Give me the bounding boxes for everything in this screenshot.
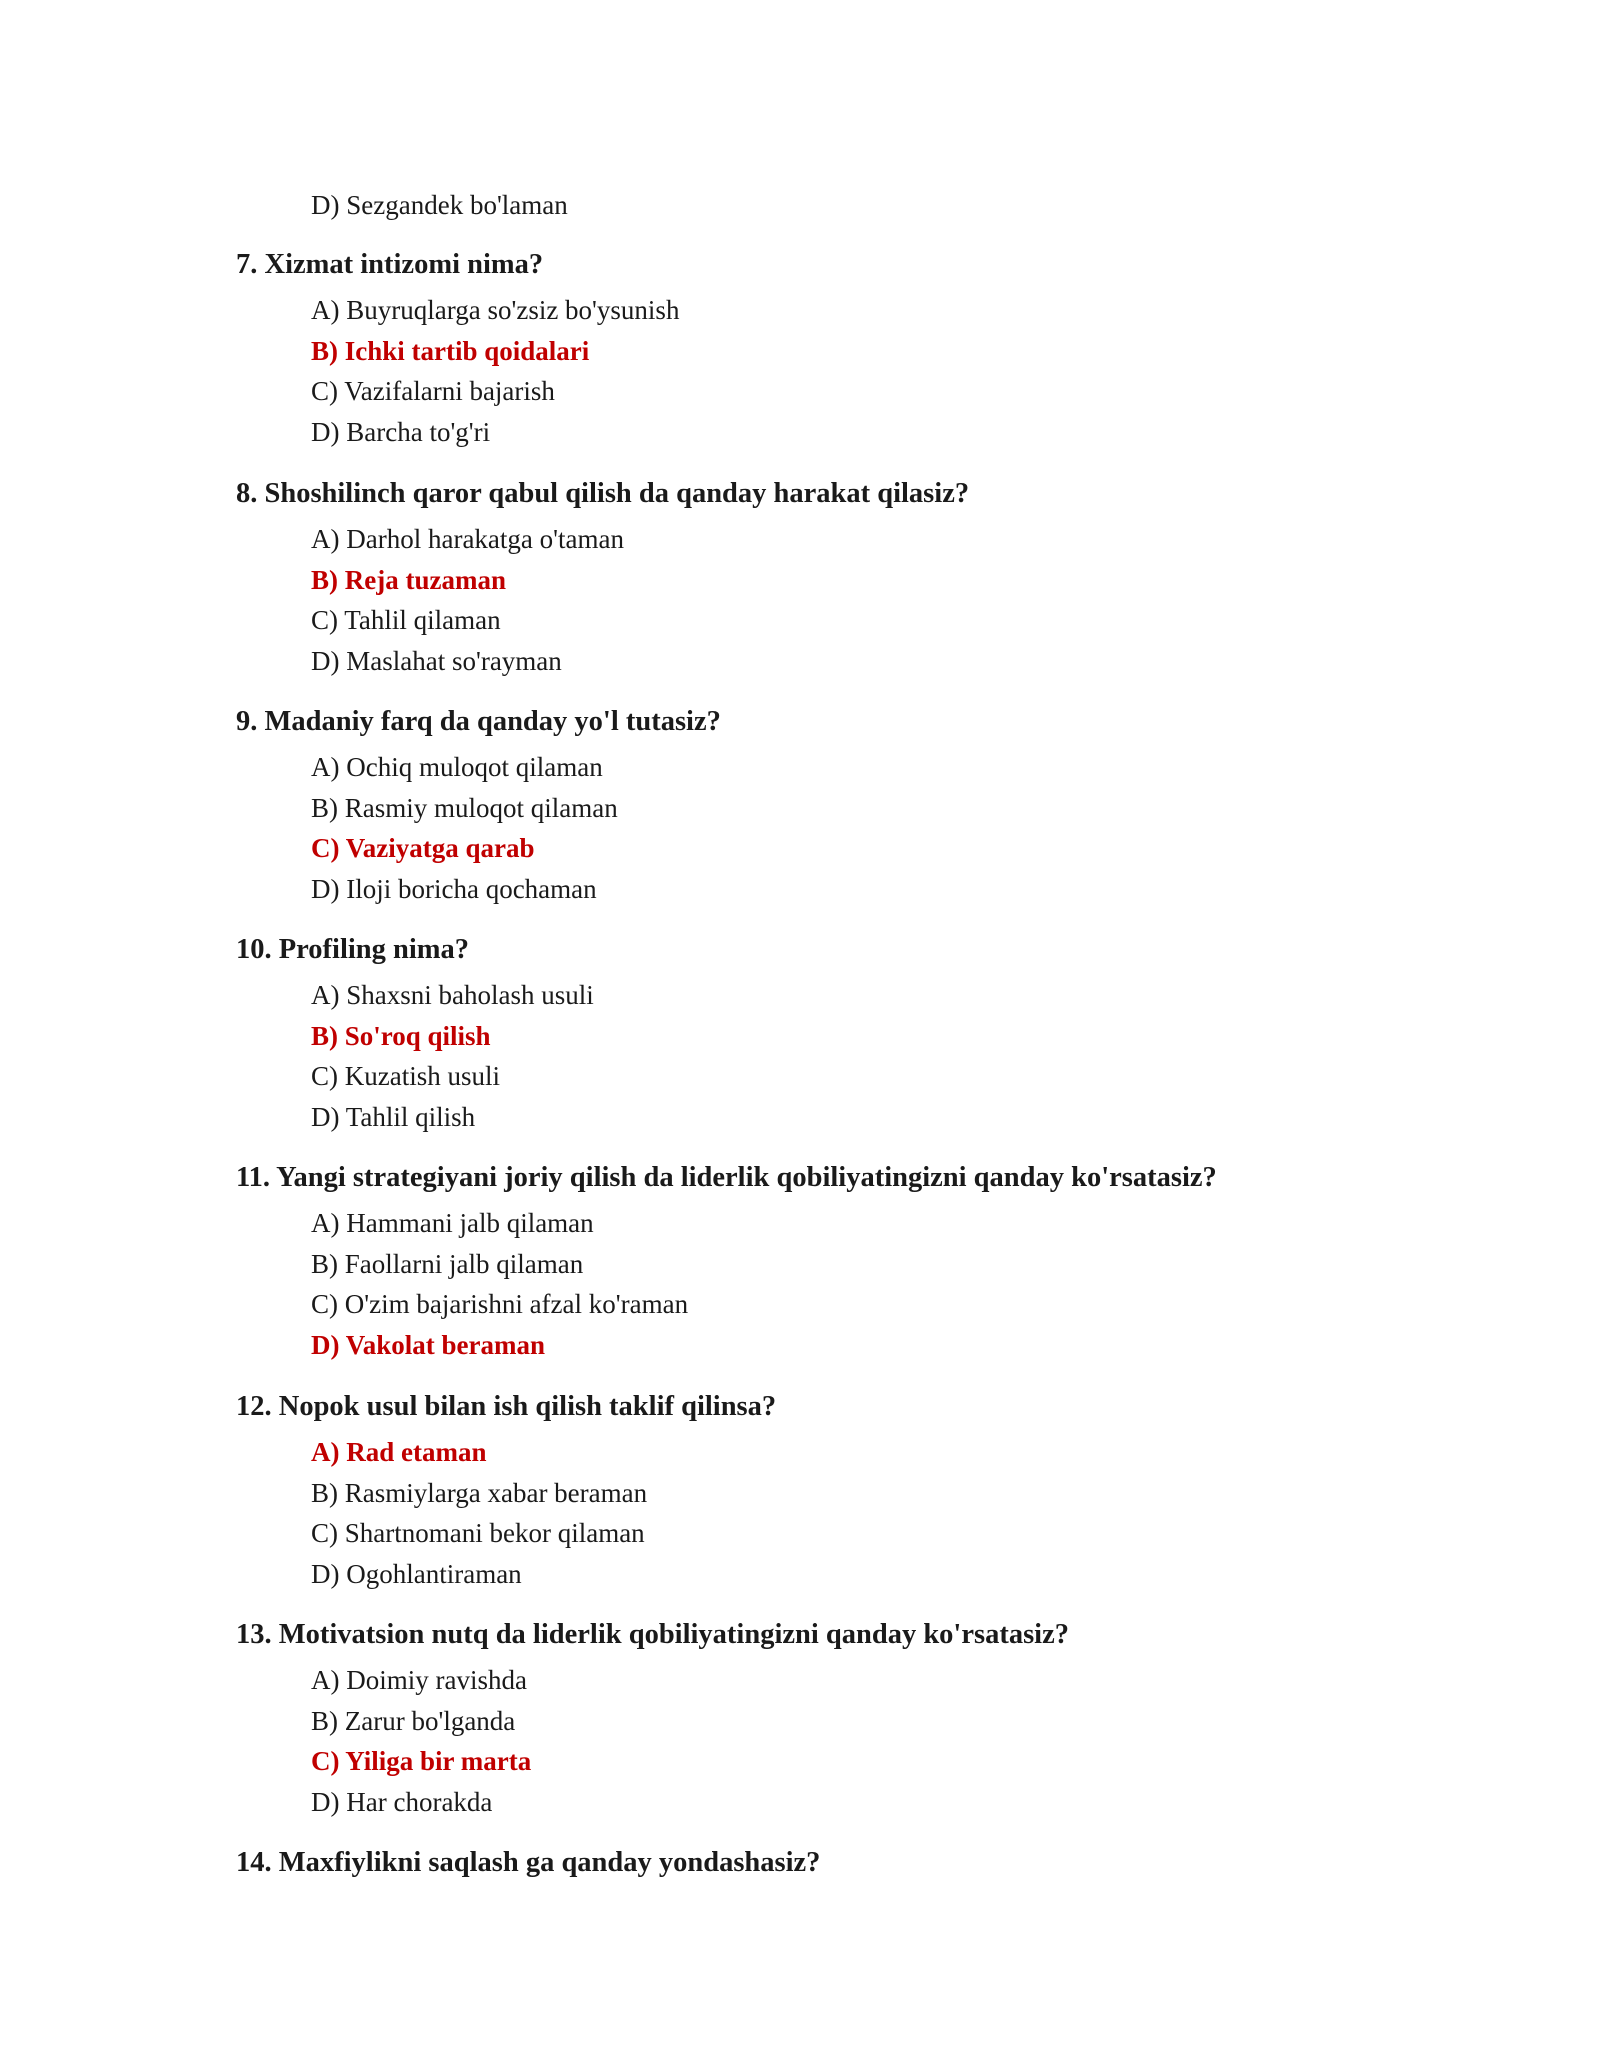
- correct-answer-option: C) Vaziyatga qarab: [311, 833, 535, 863]
- question-title: 13. Motivatsion nutq da liderlik qobiliyatingizni qanday ko'rsatasiz?: [236, 1619, 1069, 1650]
- answer-option: C) Kuzatish usuli: [311, 1061, 500, 1091]
- correct-answer-option: B) Ichki tartib qoidalari: [311, 336, 590, 366]
- answer-option: C) Shartnomani bekor qilaman: [311, 1518, 645, 1548]
- answer-option: D) Iloji boricha qochaman: [311, 874, 597, 904]
- answer-option: B) Zarur bo'lganda: [311, 1706, 516, 1736]
- question-title: 9. Madaniy farq da qanday yo'l tutasiz?: [236, 706, 721, 737]
- answer-option: D) Barcha to'g'ri: [311, 417, 491, 447]
- answer-option: C) O'zim bajarishni afzal ko'raman: [311, 1289, 689, 1319]
- answer-option: D) Ogohlantiraman: [311, 1559, 522, 1589]
- answer-option: C) Tahlil qilaman: [311, 605, 501, 635]
- correct-answer-option: D) Vakolat beraman: [311, 1330, 546, 1360]
- correct-answer-option: B) So'roq qilish: [311, 1021, 491, 1051]
- answer-option: D) Maslahat so'rayman: [311, 646, 562, 676]
- answer-option: A) Ochiq muloqot qilaman: [311, 752, 603, 782]
- answer-option: B) Rasmiylarga xabar beraman: [311, 1478, 648, 1508]
- question-title: 10. Profiling nima?: [236, 934, 470, 965]
- answer-option: D) Har chorakda: [311, 1787, 493, 1817]
- correct-answer-option: C) Yiliga bir marta: [311, 1746, 532, 1776]
- question-title: 8. Shoshilinch qaror qabul qilish da qanday harakat qilasiz?: [236, 478, 970, 509]
- answer-option: A) Buyruqlarga so'zsiz bo'ysunish: [311, 295, 680, 325]
- answer-option: A) Shaxsni baholash usuli: [311, 980, 594, 1010]
- answer-option: B) Rasmiy muloqot qilaman: [311, 793, 618, 823]
- answer-option: A) Hammani jalb qilaman: [311, 1208, 594, 1238]
- answer-option: A) Doimiy ravishda: [311, 1665, 527, 1695]
- question-title: 11. Yangi strategiyani joriy qilish da liderlik qobiliyatingizni qanday ko'rsatasiz?: [236, 1162, 1217, 1193]
- correct-answer-option: B) Reja tuzaman: [311, 565, 506, 595]
- correct-answer-option: A) Rad etaman: [311, 1437, 487, 1467]
- question-title: 14. Maxfiylikni saqlash ga qanday yondashasiz?: [236, 1847, 821, 1878]
- answer-option: A) Darhol harakatga o'taman: [311, 524, 624, 554]
- question-title: 7. Xizmat intizomi nima?: [236, 249, 544, 280]
- answer-option: B) Faollarni jalb qilaman: [311, 1249, 584, 1279]
- answer-option: D) Tahlil qilish: [311, 1102, 476, 1132]
- carryover-option: D) Sezgandek bo'laman: [311, 190, 568, 220]
- question-title: 12. Nopok usul bilan ish qilish taklif qilinsa?: [236, 1391, 777, 1422]
- answer-option: C) Vazifalarni bajarish: [311, 376, 555, 406]
